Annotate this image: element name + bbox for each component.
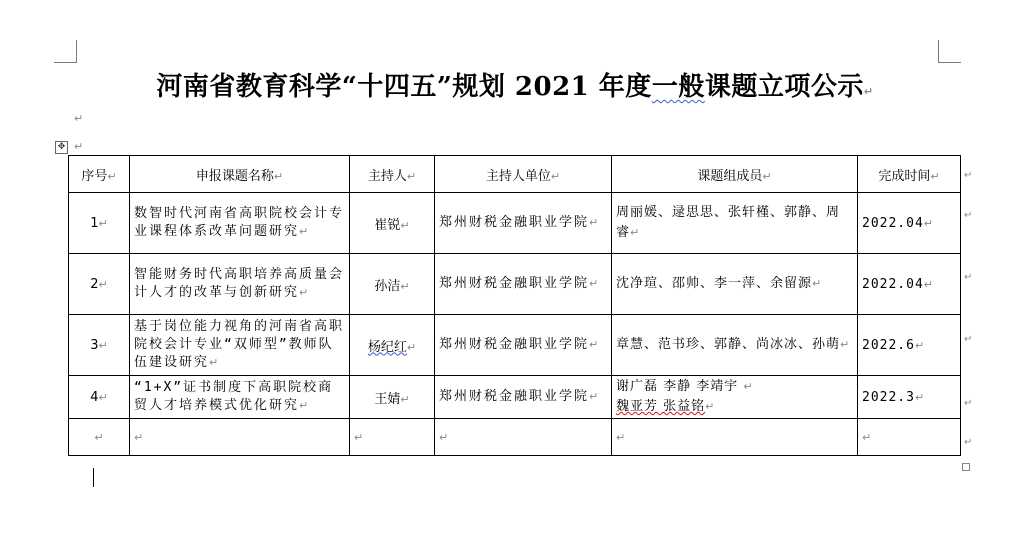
header-cell[interactable]: 完成时间↵ [858,156,961,193]
project-table [68,155,961,456]
empty-cell[interactable]: ↵ [612,419,858,456]
cell-time[interactable]: 2022.04↵ [858,193,961,254]
page-corner-top-right [938,40,961,63]
cell-host[interactable]: 杨纪红↵ [350,315,435,376]
row-end-mark: ↵ [964,170,973,181]
cell-host[interactable]: 崔锐↵ [350,193,435,254]
table-row [69,376,961,419]
cell-unit[interactable]: 郑州财税金融职业学院↵ [435,315,612,376]
cell-unit[interactable]: 郑州财税金融职业学院↵ [435,254,612,315]
cell-members[interactable]: 沈净瑄、邵帅、李一萍、余留源↵ [612,254,858,315]
row-end-mark: ↵ [964,334,973,345]
empty-cell[interactable]: ↵ [858,419,961,456]
cell-members[interactable]: 章慧、范书珍、郭静、尚冰冰、孙萌↵ [612,315,858,376]
cell-unit[interactable]: 郑州财税金融职业学院↵ [435,376,612,419]
cell-no[interactable]: 1↵ [69,193,130,254]
page-corner-top-left [54,40,77,63]
cell-no[interactable]: 2↵ [69,254,130,315]
text-cursor [93,468,94,487]
cell-members[interactable]: 周丽媛、逯思思、张轩槿、郭静、周睿↵ [612,193,858,254]
empty-cell[interactable]: ↵ [69,419,130,456]
row-end-mark: ↵ [964,437,973,448]
paragraph-mark: ↵ [74,112,84,125]
cell-host[interactable]: 孙洁↵ [350,254,435,315]
row-end-mark: ↵ [964,272,973,283]
row-end-mark: ↵ [964,210,973,221]
cell-host[interactable]: 王婧↵ [350,376,435,419]
table-row [69,193,961,254]
header-cell[interactable]: 主持人单位↵ [435,156,612,193]
cell-project-name[interactable]: 基于岗位能力视角的河南省高职院校会计专业“双师型”教师队伍建设研究↵ [130,315,350,376]
table-row [69,315,961,376]
cell-unit[interactable]: 郑州财税金融职业学院↵ [435,193,612,254]
header-cell[interactable]: 序号↵ [69,156,130,193]
empty-cell[interactable]: ↵ [350,419,435,456]
cell-time[interactable]: 2022.04↵ [858,254,961,315]
table-row [69,254,961,315]
header-cell[interactable]: 主持人↵ [350,156,435,193]
empty-cell[interactable]: ↵ [435,419,612,456]
cell-time[interactable]: 2022.3↵ [858,376,961,419]
cell-project-name[interactable]: 智能财务时代高职培养高质量会计人才的改革与创新研究↵ [130,254,350,315]
table-resize-handle-icon[interactable] [962,463,970,471]
table-header-row [69,156,961,193]
cell-no[interactable]: 3↵ [69,315,130,376]
cell-time[interactable]: 2022.6↵ [858,315,961,376]
row-end-mark: ↵ [964,398,973,409]
document-title: 河南省教育科学“十四五”规划 2021 年度一般课题立项公示↵ [156,72,874,102]
empty-cell[interactable]: ↵ [130,419,350,456]
header-cell[interactable]: 课题组成员↵ [612,156,858,193]
cell-project-name[interactable]: “1+X”证书制度下高职院校商贸人才培养模式优化研究↵ [130,376,350,419]
paragraph-mark: ↵ [74,140,84,153]
cell-project-name[interactable]: 数智时代河南省高职院校会计专业课程体系改革问题研究↵ [130,193,350,254]
cell-no[interactable]: 4↵ [69,376,130,419]
table-move-handle-icon[interactable]: ✥ [55,141,68,154]
title-spellcheck-word: 一般 [651,72,705,102]
header-cell[interactable]: 申报课题名称↵ [130,156,350,193]
table-row-empty [69,419,961,456]
cell-members[interactable]: 谢广磊 李静 李靖宇 ↵ 魏亚芳 张益铭↵ [612,376,858,419]
